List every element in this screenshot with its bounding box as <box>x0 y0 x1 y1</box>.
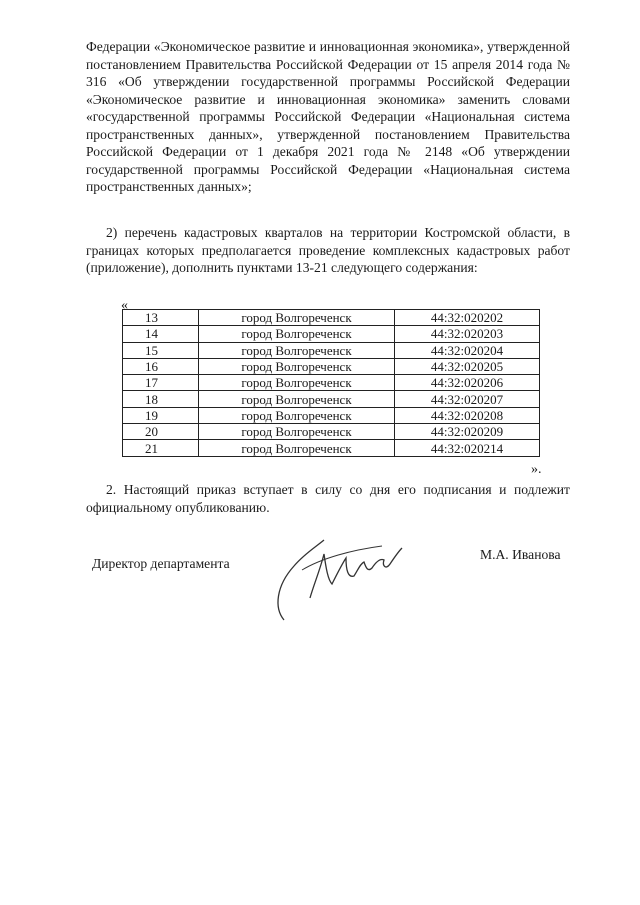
row-location: город Волгореченск <box>199 342 395 358</box>
row-cadastral-code: 44:32:020205 <box>395 358 540 374</box>
handwritten-signature <box>262 528 412 628</box>
closing-quote: ». <box>531 462 542 477</box>
row-location: город Волгореченск <box>199 424 395 440</box>
cadastral-table <box>122 309 540 457</box>
paragraph-amendment: Федерации «Экономическое развитие и инновационная экономика», утвержденной постановлением Правительства Российской Федерации от 15 апреля 2014 года № 316 «Об утверждении государственной программы Российской Федерации «Экономическое развитие и инновационная экономика» заменить словами «государственной программы Российской Федерации «Национальная система пространственных данных», утвержденной постановлением Правительства Российской Федерации от 1 декабря 2021 года № 2148 «Об утверждении государственной программы Российской Федерации «Национальная система пространственных данных»; <box>86 39 570 194</box>
row-cadastral-code: 44:32:020214 <box>395 440 540 456</box>
row-number: 13 <box>123 310 199 326</box>
paragraph-cadastral-list: 2) перечень кадастровых кварталов на территории Костромской области, в границах которых предполагается проведение комплексных кадастровых работ (приложение), дополнить пунктами 13-21 следующего содержания: <box>86 225 570 275</box>
row-cadastral-code: 44:32:020207 <box>395 391 540 407</box>
row-number: 14 <box>123 326 199 342</box>
signatory-name: М.А. Иванова <box>480 547 561 562</box>
table-row <box>123 375 540 391</box>
row-location: город Волгореченск <box>199 326 395 342</box>
row-location: город Волгореченск <box>199 310 395 326</box>
table-row <box>123 310 540 326</box>
row-location: город Волгореченск <box>199 358 395 374</box>
row-cadastral-code: 44:32:020202 <box>395 310 540 326</box>
table-row <box>123 342 540 358</box>
row-location: город Волгореченск <box>199 440 395 456</box>
cadastral-table-body <box>123 310 540 457</box>
table-row <box>123 407 540 423</box>
row-number: 21 <box>123 440 199 456</box>
row-number: 20 <box>123 424 199 440</box>
row-location: город Волгореченск <box>199 391 395 407</box>
table-row <box>123 358 540 374</box>
row-number: 18 <box>123 391 199 407</box>
opening-quote: « <box>121 298 128 313</box>
row-location: город Волгореченск <box>199 407 395 423</box>
paragraph-effective: 2. Настоящий приказ вступает в силу со дня его подписания и подлежит официальному опубликованию. <box>86 482 570 515</box>
row-number: 15 <box>123 342 199 358</box>
row-cadastral-code: 44:32:020203 <box>395 326 540 342</box>
table-row <box>123 424 540 440</box>
row-number: 17 <box>123 375 199 391</box>
row-cadastral-code: 44:32:020208 <box>395 407 540 423</box>
row-number: 16 <box>123 358 199 374</box>
row-location: город Волгореченск <box>199 375 395 391</box>
signatory-role: Директор департамента <box>92 556 230 571</box>
row-number: 19 <box>123 407 199 423</box>
row-cadastral-code: 44:32:020209 <box>395 424 540 440</box>
row-cadastral-code: 44:32:020206 <box>395 375 540 391</box>
table-row <box>123 326 540 342</box>
row-cadastral-code: 44:32:020204 <box>395 342 540 358</box>
table-row <box>123 440 540 456</box>
table-row <box>123 391 540 407</box>
